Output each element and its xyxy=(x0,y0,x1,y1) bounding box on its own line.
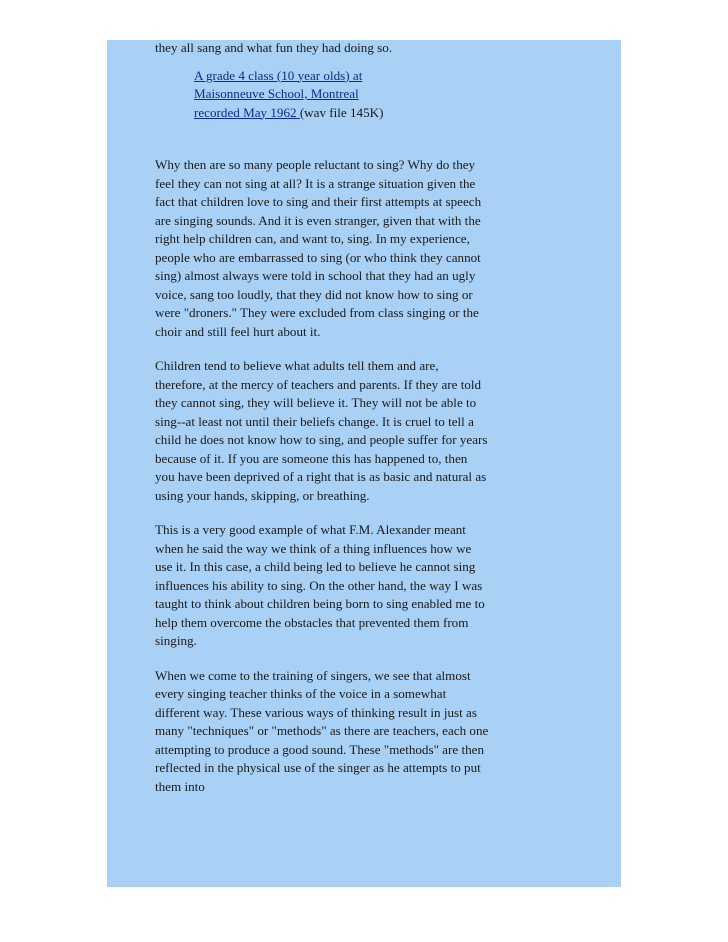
recording-file-info: (wav file 145K) xyxy=(299,104,384,120)
intro-line: they all sang and what fun they had doing so. xyxy=(155,40,393,55)
paragraph: Children tend to believe what adults tell them and are, therefore, at the mercy of teachers and parents. If they are told they cannot sing, they will believe it. They will not be able to sing--at least not until their beliefs change. It is cruel to tell a child he does not know how to sing, and people suffer for years because of it. If you are someone this has happened to, then you have been deprived of a right that is as basic and natural as using your hands, skipping, or breathing. xyxy=(155,358,488,503)
recording-link-line-2: Maisonneuve School, Montreal xyxy=(194,86,359,101)
recording-reference xyxy=(194,67,494,123)
recording-link-line-1: A grade 4 class (10 year olds) at xyxy=(194,67,363,83)
paragraph: When we come to the training of singers, we see that almost every singing teacher thinks of the voice in a somewhat different way. These various ways of thinking result in just as many "techniques" or "methods" as there are teachers, each one attempting to produce a good sound. These "methods" are then reflected in the physical use of the singer as he attempts to put them into xyxy=(155,667,489,794)
recording-link-line-3: recorded May 1962 xyxy=(194,104,300,120)
paragraph: This is a very good example of what F.M. Alexander meant when he said the way we think of a thing influences how we use it. In this case, a child being led to believe he cannot sing influences his ability to sing. On the other hand, the way I was taught to think about children being born to sing enabled me to help them overcome the obstacles that prevented them from singing. xyxy=(155,522,485,648)
article-body xyxy=(155,39,490,796)
paragraph: Why then are so many people reluctant to sing? Why do they feel they can not sing at all? It is a strange situation given the fact that children love to sing and their first attempts at speech are singing sounds. And it is even stranger, given that with the right help children can, and want to, sing. In my experience, people who are embarrassed to sing (or who think they cannot sing) almost always were told in school that they had an ugly voice, sang too loudly, that they did not know how to sing or were "droners." They were excluded from class singing or the choir and still feel hurt about it. xyxy=(155,157,482,339)
